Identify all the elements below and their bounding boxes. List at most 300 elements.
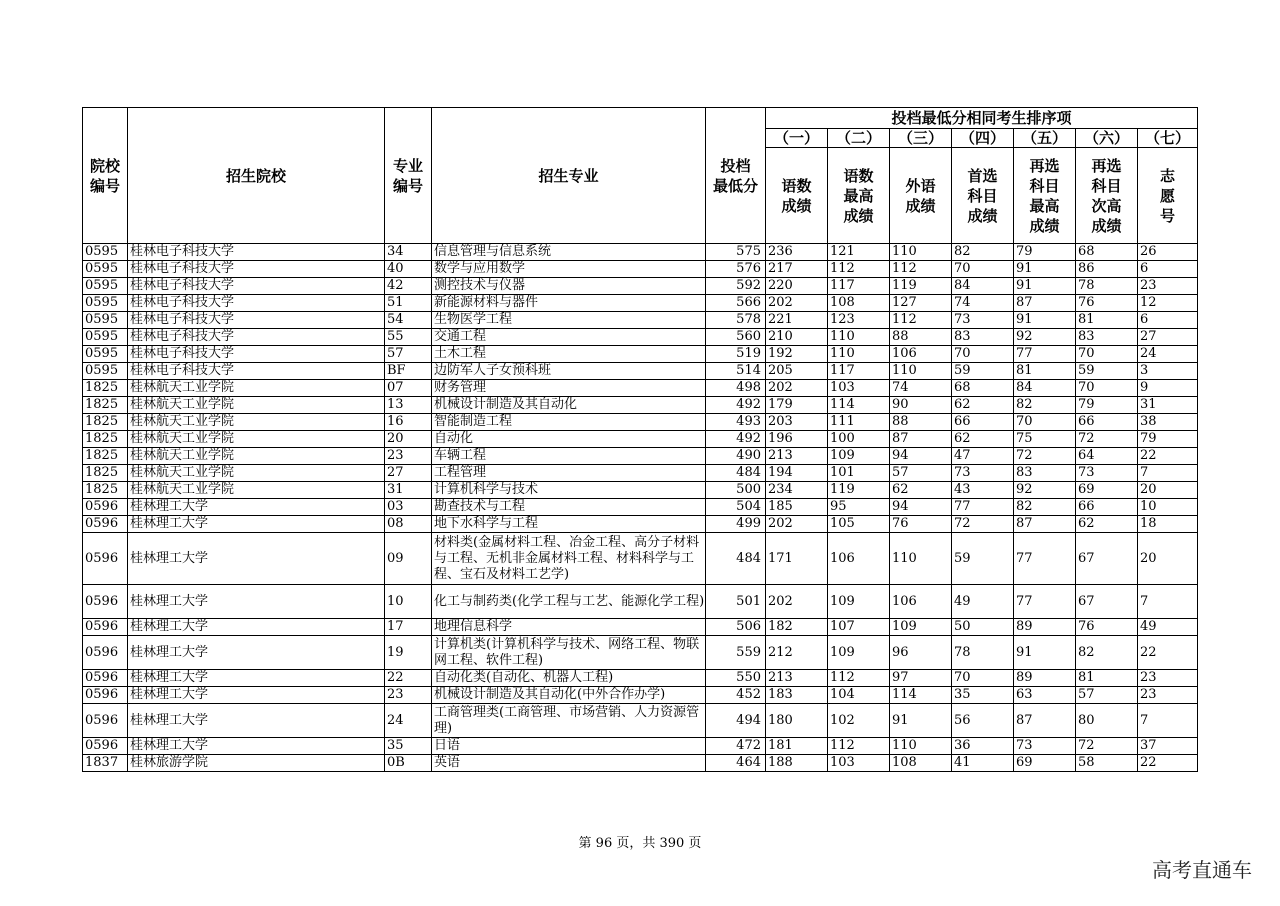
table-row: [83, 670, 1198, 687]
admission-table: [82, 107, 1198, 772]
cell-school-code: 0595: [83, 278, 128, 295]
cell-major-name: 交通工程: [432, 329, 706, 346]
header-major-code: 专业 编号: [385, 108, 432, 244]
cell-school-name: 桂林航天工业学院: [128, 380, 385, 397]
cell-school-name: 桂林航天工业学院: [128, 482, 385, 499]
table-row: [83, 755, 1198, 772]
cell-tiebreak-4: 73: [952, 312, 1014, 329]
cell-tiebreak-2: 111: [828, 414, 890, 431]
cell-tiebreak-7: 38: [1138, 414, 1198, 431]
cell-tiebreak-4: 59: [952, 533, 1014, 585]
cell-school-code: 0596: [83, 619, 128, 636]
cell-school-name: 桂林电子科技大学: [128, 329, 385, 346]
cell-min-score: 566: [706, 295, 766, 312]
cell-tiebreak-3: 94: [890, 448, 952, 465]
cell-tiebreak-1: 202: [766, 380, 828, 397]
cell-tiebreak-6: 70: [1076, 346, 1138, 363]
cell-tiebreak-6: 62: [1076, 516, 1138, 533]
cell-tiebreak-2: 112: [828, 670, 890, 687]
cell-min-score: 484: [706, 465, 766, 482]
cell-tiebreak-5: 91: [1014, 636, 1076, 670]
table-row: [83, 585, 1198, 619]
cell-min-score: 592: [706, 278, 766, 295]
cell-major-name: 材料类(金属材料工程、冶金工程、高分子材料与工程、无机非金属材料工程、材料科学与工程、宝石及材料工艺学): [432, 533, 706, 585]
table-row: [83, 636, 1198, 670]
cell-major-name: 自动化: [432, 431, 706, 448]
cell-school-code: 0595: [83, 312, 128, 329]
cell-major-code: 03: [385, 499, 432, 516]
cell-major-name: 计算机类(计算机科学与技术、网络工程、物联网工程、软件工程): [432, 636, 706, 670]
cell-min-score: 519: [706, 346, 766, 363]
cell-school-name: 桂林理工大学: [128, 636, 385, 670]
cell-min-score: 484: [706, 533, 766, 585]
cell-major-code: 22: [385, 670, 432, 687]
cell-tiebreak-2: 108: [828, 295, 890, 312]
cell-major-name: 土木工程: [432, 346, 706, 363]
cell-tiebreak-7: 3: [1138, 363, 1198, 380]
cell-tiebreak-4: 83: [952, 329, 1014, 346]
cell-tiebreak-3: 90: [890, 397, 952, 414]
cell-major-code: 42: [385, 278, 432, 295]
cell-tiebreak-4: 73: [952, 465, 1014, 482]
cell-major-code: 24: [385, 704, 432, 738]
cell-major-code: BF: [385, 363, 432, 380]
cell-school-code: 0596: [83, 516, 128, 533]
cell-school-name: 桂林旅游学院: [128, 755, 385, 772]
cell-min-score: 504: [706, 499, 766, 516]
cell-tiebreak-1: 188: [766, 755, 828, 772]
cell-tiebreak-4: 36: [952, 738, 1014, 755]
cell-tiebreak-5: 83: [1014, 465, 1076, 482]
cell-tiebreak-7: 23: [1138, 670, 1198, 687]
cell-min-score: 500: [706, 482, 766, 499]
cell-school-name: 桂林理工大学: [128, 738, 385, 755]
cell-school-name: 桂林电子科技大学: [128, 363, 385, 380]
cell-tiebreak-2: 103: [828, 755, 890, 772]
cell-tiebreak-1: 179: [766, 397, 828, 414]
cell-tiebreak-3: 106: [890, 585, 952, 619]
cell-school-code: 1825: [83, 448, 128, 465]
cell-major-name: 工商管理类(工商管理、市场营销、人力资源管理): [432, 704, 706, 738]
cell-tiebreak-7: 37: [1138, 738, 1198, 755]
cell-school-code: 0596: [83, 585, 128, 619]
cell-major-name: 化工与制药类(化学工程与工艺、能源化学工程): [432, 585, 706, 619]
cell-tiebreak-4: 47: [952, 448, 1014, 465]
cell-tiebreak-4: 72: [952, 516, 1014, 533]
cell-tiebreak-4: 59: [952, 363, 1014, 380]
cell-tiebreak-5: 69: [1014, 755, 1076, 772]
table-row: [83, 380, 1198, 397]
cell-major-code: 07: [385, 380, 432, 397]
cell-tiebreak-2: 117: [828, 278, 890, 295]
cell-major-name: 车辆工程: [432, 448, 706, 465]
cell-major-code: 13: [385, 397, 432, 414]
cell-tiebreak-3: 74: [890, 380, 952, 397]
cell-min-score: 490: [706, 448, 766, 465]
cell-major-name: 生物医学工程: [432, 312, 706, 329]
cell-tiebreak-2: 110: [828, 346, 890, 363]
cell-major-code: 16: [385, 414, 432, 431]
cell-tiebreak-5: 87: [1014, 704, 1076, 738]
cell-tiebreak-1: 181: [766, 738, 828, 755]
cell-tiebreak-2: 112: [828, 261, 890, 278]
cell-tiebreak-7: 6: [1138, 261, 1198, 278]
table-row: [83, 261, 1198, 278]
cell-school-name: 桂林电子科技大学: [128, 261, 385, 278]
cell-tiebreak-5: 89: [1014, 619, 1076, 636]
cell-major-name: 新能源材料与器件: [432, 295, 706, 312]
cell-tiebreak-5: 63: [1014, 687, 1076, 704]
cell-tiebreak-2: 109: [828, 585, 890, 619]
cell-major-name: 工程管理: [432, 465, 706, 482]
cell-tiebreak-5: 82: [1014, 397, 1076, 414]
cell-major-name: 英语: [432, 755, 706, 772]
cell-min-score: 452: [706, 687, 766, 704]
cell-major-name: 信息管理与信息系统: [432, 244, 706, 261]
cell-tiebreak-7: 7: [1138, 465, 1198, 482]
cell-school-name: 桂林理工大学: [128, 687, 385, 704]
header-sub-item-1: 语数 成绩: [766, 148, 828, 244]
cell-school-code: 1825: [83, 431, 128, 448]
cell-tiebreak-4: 49: [952, 585, 1014, 619]
cell-tiebreak-3: 88: [890, 329, 952, 346]
table-row: [83, 533, 1198, 585]
cell-major-name: 勘查技术与工程: [432, 499, 706, 516]
cell-tiebreak-4: 43: [952, 482, 1014, 499]
cell-tiebreak-3: 96: [890, 636, 952, 670]
cell-major-code: 54: [385, 312, 432, 329]
cell-school-code: 1825: [83, 414, 128, 431]
cell-tiebreak-7: 27: [1138, 329, 1198, 346]
cell-tiebreak-5: 70: [1014, 414, 1076, 431]
cell-tiebreak-1: 185: [766, 499, 828, 516]
cell-tiebreak-7: 79: [1138, 431, 1198, 448]
cell-tiebreak-6: 83: [1076, 329, 1138, 346]
cell-tiebreak-6: 57: [1076, 687, 1138, 704]
cell-major-code: 08: [385, 516, 432, 533]
cell-major-code: 09: [385, 533, 432, 585]
cell-school-code: 0595: [83, 346, 128, 363]
table-row: [83, 704, 1198, 738]
cell-tiebreak-6: 69: [1076, 482, 1138, 499]
cell-tiebreak-5: 77: [1014, 533, 1076, 585]
cell-tiebreak-6: 76: [1076, 295, 1138, 312]
table-row: [83, 516, 1198, 533]
cell-min-score: 575: [706, 244, 766, 261]
cell-tiebreak-2: 114: [828, 397, 890, 414]
cell-tiebreak-1: 220: [766, 278, 828, 295]
cell-tiebreak-1: 194: [766, 465, 828, 482]
cell-tiebreak-2: 106: [828, 533, 890, 585]
table-row: [83, 619, 1198, 636]
header-rank-4: （四）: [952, 129, 1014, 148]
cell-major-name: 测控技术与仪器: [432, 278, 706, 295]
cell-major-name: 地下水科学与工程: [432, 516, 706, 533]
table-row: [83, 431, 1198, 448]
cell-tiebreak-3: 88: [890, 414, 952, 431]
cell-major-code: 23: [385, 687, 432, 704]
cell-tiebreak-3: 110: [890, 244, 952, 261]
cell-school-name: 桂林理工大学: [128, 704, 385, 738]
cell-tiebreak-3: 87: [890, 431, 952, 448]
cell-min-score: 560: [706, 329, 766, 346]
table-row: [83, 363, 1198, 380]
cell-tiebreak-1: 202: [766, 295, 828, 312]
cell-tiebreak-3: 94: [890, 499, 952, 516]
cell-school-name: 桂林航天工业学院: [128, 431, 385, 448]
cell-major-code: 23: [385, 448, 432, 465]
cell-tiebreak-2: 119: [828, 482, 890, 499]
cell-tiebreak-5: 91: [1014, 261, 1076, 278]
cell-tiebreak-7: 10: [1138, 499, 1198, 516]
cell-tiebreak-7: 23: [1138, 278, 1198, 295]
cell-tiebreak-1: 221: [766, 312, 828, 329]
cell-school-name: 桂林电子科技大学: [128, 312, 385, 329]
cell-school-code: 0595: [83, 261, 128, 278]
cell-tiebreak-2: 105: [828, 516, 890, 533]
cell-min-score: 499: [706, 516, 766, 533]
cell-tiebreak-2: 109: [828, 448, 890, 465]
cell-tiebreak-2: 95: [828, 499, 890, 516]
cell-major-code: 40: [385, 261, 432, 278]
cell-tiebreak-1: 180: [766, 704, 828, 738]
cell-tiebreak-2: 100: [828, 431, 890, 448]
cell-tiebreak-1: 202: [766, 585, 828, 619]
cell-tiebreak-4: 56: [952, 704, 1014, 738]
cell-tiebreak-7: 31: [1138, 397, 1198, 414]
cell-tiebreak-6: 67: [1076, 585, 1138, 619]
cell-tiebreak-6: 66: [1076, 414, 1138, 431]
cell-tiebreak-3: 106: [890, 346, 952, 363]
cell-school-code: 0596: [83, 533, 128, 585]
cell-tiebreak-6: 73: [1076, 465, 1138, 482]
cell-tiebreak-3: 62: [890, 482, 952, 499]
cell-major-name: 地理信息科学: [432, 619, 706, 636]
cell-major-name: 机械设计制造及其自动化(中外合作办学): [432, 687, 706, 704]
cell-tiebreak-1: 210: [766, 329, 828, 346]
cell-school-name: 桂林理工大学: [128, 670, 385, 687]
cell-tiebreak-7: 20: [1138, 482, 1198, 499]
cell-tiebreak-1: 217: [766, 261, 828, 278]
cell-tiebreak-2: 121: [828, 244, 890, 261]
cell-tiebreak-1: 171: [766, 533, 828, 585]
cell-min-score: 576: [706, 261, 766, 278]
cell-tiebreak-6: 76: [1076, 619, 1138, 636]
page-footer: 第 96 页，共 390 页: [578, 836, 702, 851]
watermark: 高考直通车: [1152, 858, 1252, 882]
cell-tiebreak-7: 12: [1138, 295, 1198, 312]
cell-tiebreak-7: 24: [1138, 346, 1198, 363]
cell-tiebreak-6: 66: [1076, 499, 1138, 516]
cell-min-score: 492: [706, 431, 766, 448]
header-school-name: 招生院校: [128, 108, 385, 244]
cell-tiebreak-2: 112: [828, 738, 890, 755]
cell-tiebreak-3: 109: [890, 619, 952, 636]
cell-tiebreak-4: 82: [952, 244, 1014, 261]
cell-school-name: 桂林电子科技大学: [128, 244, 385, 261]
cell-min-score: 464: [706, 755, 766, 772]
cell-school-name: 桂林航天工业学院: [128, 414, 385, 431]
header-sub-item-3: 外语 成绩: [890, 148, 952, 244]
cell-tiebreak-3: 110: [890, 533, 952, 585]
cell-min-score: 494: [706, 704, 766, 738]
cell-major-code: 17: [385, 619, 432, 636]
cell-tiebreak-6: 81: [1076, 670, 1138, 687]
cell-tiebreak-5: 87: [1014, 516, 1076, 533]
cell-tiebreak-7: 9: [1138, 380, 1198, 397]
cell-tiebreak-4: 70: [952, 346, 1014, 363]
cell-min-score: 493: [706, 414, 766, 431]
cell-tiebreak-5: 79: [1014, 244, 1076, 261]
cell-tiebreak-7: 20: [1138, 533, 1198, 585]
cell-tiebreak-3: 57: [890, 465, 952, 482]
table-row: [83, 414, 1198, 431]
cell-tiebreak-3: 127: [890, 295, 952, 312]
cell-tiebreak-7: 22: [1138, 448, 1198, 465]
cell-tiebreak-2: 110: [828, 329, 890, 346]
cell-tiebreak-5: 82: [1014, 499, 1076, 516]
cell-tiebreak-6: 67: [1076, 533, 1138, 585]
cell-tiebreak-4: 70: [952, 261, 1014, 278]
cell-min-score: 498: [706, 380, 766, 397]
cell-major-code: 57: [385, 346, 432, 363]
cell-tiebreak-6: 72: [1076, 431, 1138, 448]
cell-tiebreak-5: 77: [1014, 585, 1076, 619]
cell-tiebreak-7: 49: [1138, 619, 1198, 636]
cell-min-score: 550: [706, 670, 766, 687]
cell-tiebreak-4: 74: [952, 295, 1014, 312]
cell-major-code: 10: [385, 585, 432, 619]
cell-school-code: 1825: [83, 482, 128, 499]
cell-school-code: 0596: [83, 704, 128, 738]
cell-major-code: 34: [385, 244, 432, 261]
header-min-score: 投档 最低分: [706, 108, 766, 244]
cell-tiebreak-1: 213: [766, 448, 828, 465]
cell-school-code: 1837: [83, 755, 128, 772]
header-rank-7: （七）: [1138, 129, 1198, 148]
cell-min-score: 578: [706, 312, 766, 329]
cell-tiebreak-4: 68: [952, 380, 1014, 397]
cell-school-code: 0596: [83, 636, 128, 670]
cell-tiebreak-4: 41: [952, 755, 1014, 772]
table-row: [83, 499, 1198, 516]
cell-tiebreak-6: 68: [1076, 244, 1138, 261]
cell-school-code: 0595: [83, 363, 128, 380]
cell-school-name: 桂林航天工业学院: [128, 448, 385, 465]
cell-min-score: 501: [706, 585, 766, 619]
table-row: [83, 295, 1198, 312]
cell-tiebreak-2: 109: [828, 636, 890, 670]
header-sub-item-4: 首选 科目 成绩: [952, 148, 1014, 244]
cell-school-code: 0596: [83, 499, 128, 516]
cell-major-code: 51: [385, 295, 432, 312]
cell-tiebreak-7: 7: [1138, 585, 1198, 619]
cell-tiebreak-4: 84: [952, 278, 1014, 295]
cell-tiebreak-5: 75: [1014, 431, 1076, 448]
cell-tiebreak-7: 26: [1138, 244, 1198, 261]
cell-tiebreak-1: 183: [766, 687, 828, 704]
cell-tiebreak-1: 213: [766, 670, 828, 687]
cell-tiebreak-3: 91: [890, 704, 952, 738]
cell-tiebreak-2: 101: [828, 465, 890, 482]
header-school-code: 院校 编号: [83, 108, 128, 244]
header-tiebreak-group: 投档最低分相同考生排序项: [766, 108, 1198, 129]
cell-tiebreak-4: 77: [952, 499, 1014, 516]
cell-tiebreak-5: 81: [1014, 363, 1076, 380]
cell-major-code: 35: [385, 738, 432, 755]
cell-tiebreak-1: 203: [766, 414, 828, 431]
table-row: [83, 465, 1198, 482]
cell-major-name: 日语: [432, 738, 706, 755]
cell-tiebreak-7: 6: [1138, 312, 1198, 329]
cell-school-code: 1825: [83, 397, 128, 414]
cell-school-name: 桂林理工大学: [128, 516, 385, 533]
cell-tiebreak-5: 77: [1014, 346, 1076, 363]
cell-tiebreak-2: 103: [828, 380, 890, 397]
cell-tiebreak-3: 114: [890, 687, 952, 704]
cell-school-name: 桂林理工大学: [128, 619, 385, 636]
cell-major-name: 智能制造工程: [432, 414, 706, 431]
cell-tiebreak-1: 196: [766, 431, 828, 448]
cell-school-code: 0596: [83, 687, 128, 704]
cell-tiebreak-5: 87: [1014, 295, 1076, 312]
cell-tiebreak-1: 212: [766, 636, 828, 670]
cell-tiebreak-4: 70: [952, 670, 1014, 687]
cell-school-name: 桂林电子科技大学: [128, 346, 385, 363]
cell-tiebreak-5: 92: [1014, 329, 1076, 346]
table-row: [83, 312, 1198, 329]
table-row: [83, 738, 1198, 755]
cell-tiebreak-4: 62: [952, 431, 1014, 448]
cell-school-name: 桂林理工大学: [128, 499, 385, 516]
cell-tiebreak-5: 73: [1014, 738, 1076, 755]
cell-tiebreak-5: 84: [1014, 380, 1076, 397]
cell-major-code: 55: [385, 329, 432, 346]
cell-tiebreak-2: 104: [828, 687, 890, 704]
cell-major-name: 边防军人子女预科班: [432, 363, 706, 380]
cell-tiebreak-2: 102: [828, 704, 890, 738]
cell-tiebreak-3: 112: [890, 261, 952, 278]
cell-tiebreak-3: 110: [890, 738, 952, 755]
cell-tiebreak-3: 110: [890, 363, 952, 380]
cell-major-code: 0B: [385, 755, 432, 772]
cell-major-name: 财务管理: [432, 380, 706, 397]
cell-tiebreak-6: 78: [1076, 278, 1138, 295]
cell-major-name: 数学与应用数学: [432, 261, 706, 278]
cell-tiebreak-4: 62: [952, 397, 1014, 414]
cell-school-name: 桂林航天工业学院: [128, 465, 385, 482]
cell-school-name: 桂林理工大学: [128, 533, 385, 585]
header-sub-item-7: 志 愿 号: [1138, 148, 1198, 244]
cell-tiebreak-7: 18: [1138, 516, 1198, 533]
table-row: [83, 346, 1198, 363]
cell-tiebreak-7: 7: [1138, 704, 1198, 738]
cell-tiebreak-1: 202: [766, 516, 828, 533]
cell-tiebreak-5: 92: [1014, 482, 1076, 499]
cell-tiebreak-2: 117: [828, 363, 890, 380]
cell-tiebreak-1: 236: [766, 244, 828, 261]
cell-school-code: 0595: [83, 244, 128, 261]
cell-school-name: 桂林电子科技大学: [128, 295, 385, 312]
cell-major-code: 19: [385, 636, 432, 670]
cell-major-name: 计算机科学与技术: [432, 482, 706, 499]
header-sub-item-2: 语数 最高 成绩: [828, 148, 890, 244]
cell-school-code: 0595: [83, 329, 128, 346]
cell-min-score: 472: [706, 738, 766, 755]
cell-tiebreak-6: 58: [1076, 755, 1138, 772]
cell-tiebreak-7: 22: [1138, 636, 1198, 670]
cell-tiebreak-3: 108: [890, 755, 952, 772]
